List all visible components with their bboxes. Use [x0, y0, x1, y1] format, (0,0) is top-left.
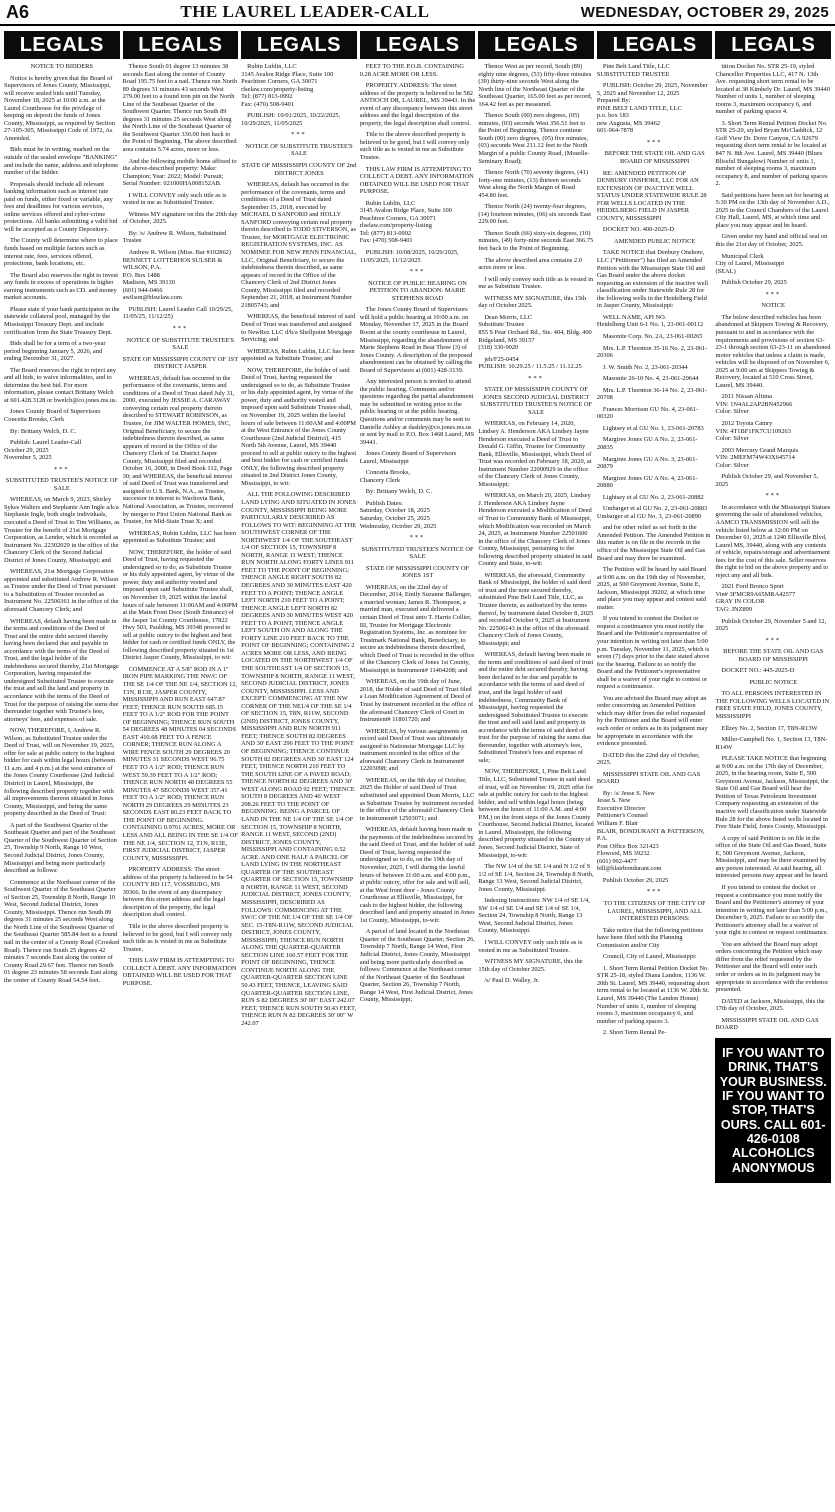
- section-banners: [4, 31, 831, 59]
- notice-column: [478, 63, 594, 1508]
- notice-paragraph: The Board also reserves the right to invest any funds in excess of operations in higher earning instruments such as CD. and money market accounts.: [4, 271, 119, 302]
- notice-paragraph: By: Brittany Welch, D. C.: [365, 488, 433, 496]
- notice-paragraph: A parcel of land located in the Northeast Quarter of the Southeast Quarter, Section 26, Township 7 North, Range 14 West, First Judicial District, Jones County, Mississippi and being more particularly described as follows: Commence at the Northeast corner of the Northeast Quarter of the Southeast Quarter, Section 26, Township 7 North, Range 14 West, First Judicial District, Jones County, Mississippi;: [359, 928, 475, 1004]
- notice-heading: STATE OF MISSISSIPPI COUNTY OF 1ST DISTRICT JASPER: [122, 355, 239, 371]
- notice-paragraph: WHEREAS, on February 14, 2020, Lindsey A. Henderson AKA Lindsey Jayne Henderson executed a Deed of Trust to Donald G. Giffin, Trustee for Community Bank, Ellisville, Mississippi, which Deed of Trust was recorded on February 18, 2020, at Instrument Number 22000929 in the office of the Chancery Clerk of Jones County, Mississippi;: [478, 420, 592, 488]
- notice-paragraph: NOW, THEREFORE, I, Andrew R. Wilson, as Substituted Trustee under the Deed of Trust, will on November 19, 2025, offer for sale at public outcry to the highest bidder for cash within legal hours (between 11 a.m. and 4 p.m.) at the west entrance of the Jones County Courthouse (2nd Judicial District) in Laurel, Mississippi, the following described property together with all improvements thereon situated in Jones County, Mississippi, and being the same property described in the Deed of Trust:: [4, 727, 116, 818]
- notice-paragraph: Thence North (70) seventy degrees, (41) forty-one minutes, (13) thirteen seconds West along the North Margin of Road 454.80 feet.: [478, 169, 588, 199]
- notice-paragraph: Indexing Instructions: NW 1/4 of SE 1/4, SW 1/4 of SE 1/4 and SE 1/4 of SE 1/4, Section 24, Township 8 North, Range 13 West, Second Judicial District, Jones County, Mississippi.: [478, 897, 590, 935]
- notice-paragraph: Proposals should include all relevant banking information such as interest rate paid on funds, either fixed or variable, any fees and deadlines for various services, online services offered and cyber-crime protections. All banks submitting a valid bid will be accepted as a County Depository.: [4, 180, 118, 233]
- notice-heading: STATE OF MISSISSIPPI COUNTY OF JONES 1ST: [365, 564, 470, 580]
- notice-paragraph: By: /s/ Jesse S. New Jesse S. New Executive Director Petitioner's Counsel William F. Blair BLAIR, BONDURANT & PATTERSON, P.A. Post Office Box 321423 Flowood, MS 39232 (601) 992-4477 bill@blairbondurant.com: [596, 789, 705, 873]
- notice-paragraph: and for other relief as set forth in the Amended Petition. The Amended Petition in this matter is on file in the records in the office of the Mississippi State Oil and Gas Board and may there be examined.: [596, 524, 711, 562]
- notice-heading: SUBSTITUTED TRUSTEE'S NOTICE OF SALE: [361, 545, 474, 561]
- notice-paragraph: WHEREAS, 21st Mortgage Corporation appointed and substituted Andrew R. Wilson as Trustee under the Deed of Trust pursuant to a Substitution of Trustee recorded as Instrument No. 22506361 in the office of the aforesaid Chancery Clerk; and: [4, 568, 119, 613]
- notice-paragraph: Publish Dates: Saturday, October 18, 2025 Saturday, October 25, 2025 Wednesday, October 29, 2025: [359, 499, 437, 530]
- legals-banner: LEGALS: [478, 31, 594, 59]
- notice-paragraph: WITNESS MY SIGNATURE, this 15th day of October 2025.: [478, 294, 587, 310]
- notice-paragraph: A copy of said Petition is on file in the office of the State Oil and Gas Board, Suite E, 500 Greymont Avenue, Jackson, Mississippi, and may be there examined by any person interested. At said hearing, all interested persons may appear and be heard.: [715, 834, 829, 880]
- notice-paragraph: ALL THE FOLLOWING DESCRIBED LAND LYING AND SITUATED IN JONES COUNTY, MISSISSIPPI BEING MORE PARTICULARLY DESCRIBED AS FOLLOWS TO WIT: BEGINNING AT THE SOUTHWEST CORNER OF THE NORTHWEST 1/4 OF THE SOUTHEAST 1/4 OF SECTION 15, TOWNSHIP 8 NORTH, RANGE 11 WEST; THENCE RUN NORTH ALONG FORTY LINES 911 FEET TO THE POINT OF BEGINNING; THENCE ANGLE RIGHT SOUTH 82 DEGREES AND 30 MINUTES EAST 420 FEET TO A POINT; THENCE ANGLE LEFT NORTH 210 FEET TO A POINT; THENCE ANGLE LEFT NORTH 82 DEGREES AND 30 MINUTES WEST 420 FEET TO A POINT; THENCE ANGLE LEFT SOUTH ON AND ALONG THE FORTY LINE 210 FEET BACK TO THE POINT OF BEGINNING; CONTAINING 2 ACRES MORE OR LESS, AND BEING LOCATED IN THE NORTHWEST 1/4 OF THE SOUTHEAST 1/4 OF SECTION 15, TOWNSHIP 8 NORTH, RANGE 11 WEST, SECOND JUDICIAL DISTRICT, JONES COUNTY, MISSISSIPPI. LESS AND EXCEPT: COMMENCING AT THE NW CORNER OF THE NE1/4 OF THE SE 1/4 OF SECTION 15, T8N, R11W, SECOND (2ND) DISTRICT, JONES COUNTY, MISSISSIPPI AND RUN NORTH 911 FEET; THENCE SOUTH 82 DEGREES AND 30' EAST 296 FEET TO THE POINT OF BEGINNING; THENCE CONTINUE SOUTH 82 DEGREES AND 30' EAST 124 FEET, THENCE NORTH 210 FEET TO THE SOUTH LINE OF A PAVED ROAD; THENCE NORTH 82 DEGREES AND 30' WEST ALONG ROAD 92 FEET; THENCE SOUTH 8 DEGREES AND 46' WEST 208.26 FEET TO THE POINT OF BEGINNING. BEING A PARCEL OF LAND IN THE NE 1/4 OF THE SE 1/4 OF SECTION 15, TOWNSHIP 8 NORTH, RANGE 11 WEST, SECOND (2ND) DISTRICT, JONES COUNTY, MISSISSIPPI AND CONTAINING 0.52 ACRE. AND ONE HALF A PARCEL OF LAND LYING IN THE NORTHEAST QUARTER OF THE SOUTHEAST QUARTER OF SECTION 15, TOWNSHIP 8 NORTH, RANGE 11 WEST, SECOND JUDICIAL DISTRICT, JONES COUNTY, MISSISSIPPI, DESCRIBED AS FOLLOWS: COMMENCING AT THE SW/C OF THE NE 1/4 OF THE SE 1/4 OF SEC. 15-T8N-R11W, SECOND JUDICIAL DISTRICT, JONES COUNTY, MISSISSIPPI; THENCE RUN NORTH ALONG THE QUARTER-QUARTER SECTION LINE 160.57 FEET FOR THE POINT OF BEGINNING, THENCE CONTINUE NORTH ALONG THE QUARTER-QUARTER SECTION LINE 50.43 FEET, THENCE, LEAVING SAID QUARTER-QUARTER SECTION LINE, RUN S 82 DEGREES 30' 00" EAST 242.07 FEET, THENCE RUN SOUTH 50.43 FEET, THENCE RUN N 82 DEGREES 30' 00" W 242.07: [241, 491, 357, 1027]
- notice-paragraph: 2012 Toyota Camry VIN: 4T1BF1FK7CU109263 Color: Silver: [715, 419, 791, 443]
- notice-paragraph: jeh/F25-0454 PUBLISH: 10.29.25 / 11.5.25 / 11.12.25: [478, 355, 582, 371]
- notice-paragraph: PUBLISH: October 29, 2025, November 5, 2025 and November 12, 2025 Prepared By: PINE BELT LAND TITLE, LLC p.o. box 183 new Augusta, MS 39462 601-964-7878: [596, 82, 708, 135]
- notice-heading: STATE OF MISSISSIPPI COUNTY OF 2nd DISTRICT JONES: [241, 162, 357, 177]
- notice-paragraph: Publish October 29, November 5 and 12, 2025: [715, 617, 827, 633]
- notice-paragraph: WHEREAS, Rubin Lublin, LLC has been appointed as Substitute Trustee; and: [241, 347, 355, 363]
- notice-paragraph: WITNESS MY SIGNATURE, this the 15th day of October 2025.: [478, 958, 583, 973]
- notice-paragraph: The Jones County Board of Supervisors will hold a public hearing at 10:00 a.m. on Monday, November 17, 2025 in the Board Room at the county courthouse in Laurel, Mississippi, regarding the abandonment of Marie Stephens Road in Beat Three (3) of Jones County. A description of the proposed abandonment can be obtained by calling the Board of Supervisors at (601) 428-3139.: [359, 306, 473, 374]
- notice-paragraph: Rubin Lublin, LLC 3145 Avalon Ridge Place, Suite 100 Peachtree Corners, GA 30071 rlselaw.com/property-listing Tel: (877) 813-0992 Fax: (470) 508-9401: [359, 199, 452, 245]
- notice-paragraph: THIS LAW FIRM IS ATTEMPTING TO COLLECT A DEBT. ANY INFORMATION OBTAINED WILL BE USED FOR THAT PURPOSE.: [122, 957, 237, 987]
- notice-column: [715, 63, 831, 1508]
- legals-banner: LEGALS: [360, 31, 476, 59]
- notice-paragraph: TAKE NOTICE that Denbury Onshore, LLC ("Petitioner") has filed an Amended Petition with the Mississippi State Oil and Gas Board under the above docket requesting an extension of the inactive well classification under Statewide Rule 28 for the following wells in the Heidelberg Field in Jasper County, Mississippi:: [596, 249, 708, 310]
- notice-paragraph: WELL NAME, API NO. Heidelberg Unit 6-1 No. 1, 23-061-00112: [596, 313, 704, 329]
- notice-separator: ***: [528, 374, 544, 382]
- notice-paragraph: WHEREAS, the beneficial interest of said Deed of Trust was transferred and assigned to NewRez LLC d/b/a Shellpoint Mortgage Servicing; and: [241, 313, 356, 344]
- notice-paragraph: Thence South 01 degree 13 minutes 38 seconds East along the center of County Road 195.75 feet to a nail. Thence run North 89 degrees 31 minutes 43 seconds West 279.00 feet to a found iron pin on the North Line of the Southeast Quarter of the Southwest Quarter. Thence run South 89 degrees 31 minutes 25 seconds West along the North Line of the Southeast Quarter of the Southwest Quarter 330.00 feet back to the Point of Beginning. The above described area contains 5.74 acres, more or less.: [122, 63, 238, 154]
- notice-paragraph: PUBLISH: 10/08/2025, 10/29/2025, 11/05/2025, 11/12/2025: [359, 249, 459, 264]
- notice-paragraph: Thence South (00) zero degrees, (05) minutes, (03) seconds West 356.51 feet to the Point of Beginning. Thence continue South (00) zero degrees, (05) five minutes, (03) seconds West 211.12 feet to the North Margin of a public County Road, (Moselle-Seminary Road);: [478, 112, 590, 165]
- notice-heading: BEFORE THE STATE OIL AND GAS BOARD OF MISSISSIPPI: [604, 150, 705, 166]
- notice-separator: ***: [291, 131, 307, 139]
- notice-paragraph: FEET TO THE P.O.B. CONTAINING 0.28 ACRE MORE OR LESS.: [359, 63, 464, 78]
- notice-paragraph: If you intend to contest the Docket or request a continuance you must notify the Board and the Petitioner's representative of your intention in writing not later than 5:00 p.m. Tuesday, November 11, 2025, which is seven (7) days prior to the date stated above for the hearing. Failure to so notify the Board and the Petitioner's representative shall be a waiver of your right to contest or request a continuance.: [596, 615, 710, 691]
- notice-paragraph: I WILL CONVEY only such title as is vested in me as Substituted Trustee.: [122, 191, 227, 207]
- notice-paragraph: Frances Morrison GU No. 4, 23-061-00320: [596, 405, 699, 421]
- notice-paragraph: Take notice that the following petitions have been filed with the Planning Commission and/or City: [596, 926, 704, 949]
- notice-paragraph: Concetta Brooks, Chancery Clerk: [359, 469, 411, 484]
- notice-paragraph: Council, City of Laurel, Mississippi:: [602, 953, 697, 961]
- notice-paragraph: TO ALL PERSONS INTERESTED IN THE FOLLOWING WELLS LOCATED IN FREE STATE FIELD, JONES COUNTY, MISSISSIPPI: [715, 690, 830, 721]
- notice-paragraph: MISSISSIPPI STATE OIL AND GAS BOARD: [715, 1016, 819, 1032]
- legals-banner: LEGALS: [241, 31, 357, 59]
- notice-paragraph: Jones County Board of Supervisors Laurel, Mississippi: [359, 450, 457, 465]
- notice-paragraph: THIS LAW FIRM IS ATTEMPTING TO COLLECT A DEBT. ANY INFORMATION OBTAINED WILL BE USED FOR THAT PURPOSE.: [359, 165, 474, 196]
- notice-heading: STATE OF MISSISSIPPI COUNTY OF JONES SECOND JUDICIAL DISTRICT SUBSTITUTED TRUSTEE'S NOTICE OF SALE: [480, 386, 593, 416]
- notice-paragraph: Mrs. L.P. Thornton 35-16 No. 2, 23-061-20306: [596, 344, 708, 360]
- notice-paragraph: Thence West as per record, South (89) eighty nine degrees, (53) fifty-three minutes (39) thirty-nine seconds West along the North line of the Northeast Quarter of the Southeast Quarter, 165.00 feet as per record, 164.42 feet as per measured.: [478, 63, 593, 108]
- masthead: [0, 0, 835, 26]
- legals-banner: LEGALS: [4, 31, 120, 59]
- newspaper-title: THE LAUREL LEADER-CALL: [180, 2, 430, 21]
- notice-paragraph: WHEREAS, default having been made in the terms and conditions of said deed of trust and the entire debt secured thereby, having been declared to be due and payable in accordance with the terms of said deed of trust, and the legal holder of said indebtedness, Community Bank of Mississippi, having requested the undersigned Substituted Trustee to execute the trust and sell said land and property in accordance with the terms of said deed of trust for the purpose of raising the sums due thereunder, together with attorney's fees, Substituted Trustee's fees and expense of sale;: [478, 651, 594, 764]
- notice-separator: ***: [409, 534, 426, 542]
- notice-paragraph: WHEREAS, default having been made in the terms and conditions of the Deed of Trust and the entire debt secured thereby having been declared due and payable in accordance with the terms of the Deed of Trust, and the legal holder of the indebtedness secured thereby, 21st Mortgage Corporation, having requested the undersigned Substituted Trustee to execute the trust and sell the land and property in accordance with the terms of the Deed of Trust for the purpose of raising the sums due thereunder together with Trustee's fees, attorneys' fees, and expenses of sale.: [4, 617, 119, 723]
- notice-paragraph: J. W. Smith No. 2, 23-061-20344: [602, 363, 688, 371]
- notice-separator: ***: [409, 268, 426, 276]
- notice-paragraph: Title to the above described property is believed to be good, but I will convey only such title as is vested in me as Substitute Trustee.: [359, 131, 470, 162]
- notice-paragraph: The County will determine where to place funds based on multiple factors such as interest rate, fees, services offered, protections, bank locations, etc.: [4, 237, 118, 268]
- notice-paragraph: Rubin Lublin, LLC 3145 Avalon Ridge Place, Suite 100 Peachtree Corners, GA 30071 rlselaw.com/property-listing Tel: (877) 813-0992 Fax: (470) 508-9401: [241, 63, 334, 108]
- notice-paragraph: If you intend to contest the docket or request a continuance you must notify the Board and the Petitioner's attorney of your intention in writing not later than 5:00 p.m., December 9, 2025. Failure to so notify the Petitioner's attorney shall be a waiver of your right to contest or request continuance.: [715, 883, 829, 937]
- notice-paragraph: DATED at Jackson, Mississippi, this the 17th day of October, 2025.: [715, 997, 825, 1013]
- notice-paragraph: Thence South (66) sixty-six degrees, (10) minutes, (49) forty-nine seconds East 366.75 feet back to the Point of Beginning.: [478, 229, 594, 253]
- notice-heading: NOTICE OF SUBSTITUTE TRUSTEE'S SALE: [126, 336, 235, 352]
- notice-paragraph: And the following mobile home affixed to the above-described property: Make: Champion; Year: 2022; Model: Pursuit; Serial Number: 021000HA008152AB.: [122, 157, 237, 188]
- notice-paragraph: 2. Short Term Rental Pe-: [602, 1029, 667, 1037]
- notice-heading: NOTICE OF SUBSTITUTE TRUSTEE'S SALE: [245, 142, 353, 158]
- notice-separator: ***: [53, 465, 70, 473]
- notice-paragraph: The Board reserves the right to reject any and all bids, to waive informalities, and to determine the best bid. For more information, please contact Brittany Welch at 601.428.3128 or bwelch@co.jones.ms.us.: [4, 366, 118, 404]
- notice-paragraph: WHEREAS, on March 9, 2023, Shirley Sykes Walters and Stephanie Ann Ingle a/k/a Stephanie Ingle, both single individuals, executed a Deed of Trust to Tim Williams, as Trustee for the benefit of 21st Mortgage Corporation, as Lender, which is recorded as Instrument No. 22302029 in the office of the Chancery Clerk of the Second Judicial District of Jones County, Mississippi; and: [4, 496, 120, 564]
- notice-paragraph: PROPERTY ADDRESS: The street address of the property is believed to be 54 COUNTY RD 117, VOSSBURG, MS 39366. In the event of any discrepancy between this street address and the legal description of the property, the legal description shall control.: [122, 866, 233, 919]
- notice-heading: NOTICE TO BIDDERS: [30, 63, 93, 70]
- notice-separator: ***: [172, 324, 189, 332]
- notice-paragraph: Municipal Clerk City of Laurel, Mississippi (SEAL): [715, 252, 784, 275]
- notice-paragraph: WHEREAS, on the 9th day of October, 2025 the Holder of said Deed of Trust substituted and appointed Dean Morris, LLC as Substitute Trustee by instrument recorded in the office of the aforesaid Chancery Clerk in Instrument# 12503071; and: [359, 776, 475, 822]
- notice-paragraph: 2011 Nissan Altima VIN: 1N4AL2AP2BN452966 Color: Silver: [715, 393, 793, 416]
- notice-paragraph: Please state if your bank participates in the statewide collateral pool, managed by the Mississippi Treasury Dept. and include certification from the State Treasury Dept.: [4, 305, 120, 336]
- notice-paragraph: WHEREAS, default has occurred in the performance of the covenants, terms and conditions of a Deed of Trust dated September 15, 2018, executed by MICHAEL D SANFORD and HOLLY SANFORD conveying certain real property therein described to TODD STIVERSON, as Trustee, for MORTGAGE ELECTRONIC REGISTRATION SYSTEMS, INC. AS NOMINEE FOR NEW PENN FINANCIAL, LLC, Original Beneficiary, to secure the indebtedness therein described, as same appears of record in the Office of the Chancery Clerk of 2nd District Jones County, Mississippi filed and recorded September 21, 2018, at Instrument Number 21805743; and: [241, 181, 357, 309]
- notice-heading: NOTICE OF PUBLIC HEARING ON PETITION TO ABANDON: MARIE STEPHENS ROAD: [368, 279, 467, 302]
- notice-separator: ***: [646, 888, 663, 896]
- notice-column: [123, 63, 239, 1508]
- notice-paragraph: Any interested person is invited to attend the public hearing. Comments and/or questions regarding the partial abandonment may be submitted in writing prior to the public hearing or at the public hearing. Questions and/or comments may be sent to Danielle Ashley at dashley@co.jones.ms.us or sent by mail to P.O. Box 1468 Laurel, MS 39441.: [359, 378, 475, 446]
- notice-paragraph: I will only convey such title as is vested in me as Substitute Trustee.: [478, 275, 594, 291]
- notice-paragraph: PUBLISH: 10/01/2025, 10/22/2025, 10/29/2025, 11/05/2025: [241, 112, 341, 127]
- notice-paragraph: The Petition will be heard by said Board at 9:00 a.m. on the 19th day of November, 2025, at 500 Greymont Avenue, Suite E, Jackson, Mississippi 39202, at which time and place you may appear and contest said matter.: [596, 566, 707, 611]
- notice-heading: BEFORE THE STATE OIL AND GAS BOARD OF MISSISSIPPI: [723, 648, 824, 663]
- notice-paragraph: WHEREAS, on the 22nd day of December, 2014, Emily Suzanne Ballenger, a married woman; James R. Thompson, a married man, executed and delivered a certain Deed of Trust unto T. Harris Collier, III, Trustee for Mortgage Electronic Registration Systems, Inc. as nominee for Trustmark National Bank, Beneficiary, to secure an indebtedness therein described, which Deed of Trust is recorded in the office of the Chancery Clerk of Jones 1st County, Mississippi in Instrument# 11404208; and: [359, 583, 475, 674]
- notice-paragraph: Given under my hand and official seal on this the 21st day of October, 2025.: [715, 233, 828, 249]
- notice-heading: SUBSTITUTED TRUSTEE'S NOTICE OF SALE: [5, 477, 118, 492]
- notice-separator: ***: [765, 636, 782, 644]
- notice-paragraph: 3. Short Term Rental Petition Docket No. STR 25-20, styled Bryan McCladdick, 12 Golf View Dr. Dove Canyon, CA 92679 requesting short term rental to be located at 847 N. 8th Ave. Laurel, MS 39440 (Blues Blissful Bungalow) Number of units 1, number of sleeping rooms 3, maximum occupancy 8, and number of parking spaces 2.: [715, 119, 828, 188]
- notice-paragraph: Margiree Jones GU A No. 4, 23-061-20880: [596, 474, 698, 490]
- notice-paragraph: Witness MY signature on this the 20th day of October, 2025.: [122, 210, 238, 226]
- page-number: A6: [6, 1, 30, 22]
- notice-paragraph: DOCKET NO.: 445-2025-D: [721, 667, 795, 675]
- notice-paragraph: Publish October 29, 2025: [721, 279, 787, 287]
- notice-paragraph: Publish October 29, and November 5, 2025: [715, 473, 819, 488]
- issue-date: WEDNESDAY, OCTOBER 29, 2025: [580, 3, 829, 21]
- notice-paragraph: In accordance with the Mississippi Statues governing the sale of abandoned vehicles, AAMCO TRANSMISSION will sell the vehicle listed below at 12:00 PM on December 01, 2025 at 1240 Ellisville Blvd, Laurel MS, 39440, along with any contents of vehicle, repairs/storage and advertisement fees for the cost of this sale. Seller reserves the right to bid on the above property and to reject any and all bids.: [715, 503, 831, 579]
- notice-paragraph: Lightsey et al GU No. 1, 23-061-20783: [602, 424, 704, 432]
- legals-banner: LEGALS: [597, 31, 713, 59]
- notice-paragraph: Said petitions have been set for hearing at 5:30 PM on the 13th day of November A.D., 2025 in the Council Chambers of the Laurel City Hall, Laurel, MS, at which time and place you may appear and be heard.: [715, 191, 830, 229]
- notice-paragraph: Thence North (24) twenty-four degrees, (14) fourteen minutes, (06) six seconds East 229.00 feet.: [478, 203, 592, 226]
- legals-banner: LEGALS: [715, 31, 831, 59]
- legals-banner: LEGALS: [123, 31, 239, 59]
- notice-paragraph: WHEREAS, the aforesaid, Community Bank of Mississippi, the holder of said deed of trust and the note secured thereby, substituted Pine Belt Land Title, LLC, as Trustee therein, as authorized by the terms thereof, by instrument dated October 8, 2025 and recorded October 9, 2025 at Instrument No. 22506143 in the office of the aforesaid Chancery Clerk of Jones County, Mississippi; and: [478, 571, 594, 647]
- notice-paragraph: Publish: Laurel Leader-Call October 29, 2025 November 5, 2025: [4, 439, 82, 462]
- notice-paragraph: WHEREAS, on the 19th day of June, 2018, the Holder of said Deed of Trust filed a Loan Modification Agreement of Deed of Trust by instrument recorded in the office of the aforesaid Chancery Clerk of Court in Instrument# 11801720; and: [359, 678, 474, 724]
- notice-paragraph: Miller-Campbell No. 1, Section 13, T8N-R14W: [715, 736, 828, 751]
- notice-paragraph: WHEREAS, default having been made in the payments of the indebtedness secured by the said Deed of Trust, and the holder of said Deed of Trust, having requested the undersigned so to do, on the 19th day of November, 2025, I will during the lawful hours of between 11:00 a.m. and 4:00 p.m., at public outcry, offer for sale and will sell, at the West front door - Jones County Courthouse at Ellisville, Mississippi, for cash to the highest bidder, the following described land and property situated in Jones 1st County, Mississippi, to-wit:: [359, 826, 475, 924]
- notice-paragraph: Mrs. L.P. Thornton 36-14 No. 2, 23-061-20708: [596, 386, 708, 402]
- notice-column: [597, 63, 713, 1508]
- notice-paragraph: WHEREAS, default has occurred in the performance of the covenants, terms and conditions of a Deed of Trust dated July 31, 2000, executed by JESSIE A. CARAWAY conveying certain real property therein described to STEWART ROBINSON, as Trustee, for JIM WALTER HOMES, INC, Original Beneficiary, to secure the indebtedness therein described, as same appears of record in the Office of the Chancery Clerk of 1st District Jasper County, Mississippi filed and recorded October 16, 2000, in Deed Book 112, Page 30; and WHEREAS, the beneficial interest of said Deed of Trust was transferred and assigned to U.S. Bank, N.A., as Trustee, successor in interest to Wachovia Bank, National Association, as Trustee, recovered by merger to First Union National Bank as Trustee, for Mid-State Trust X; and: [122, 374, 235, 526]
- notice-paragraph: 1. Short Term Rental Petition Docket No. STR 25-18, styled Diana Landon, 1136 W. 20th St. Laurel, MS 39440, requesting short term rental to be located at 1136 W. 20th St. Laurel, MS 39440 (The Landon House) Number of units 1, number of sleeping rooms 3, maximum occupancy 6, and number of parking spaces 3.: [596, 964, 710, 1025]
- notice-heading: NOTICE: [761, 302, 785, 310]
- notice-paragraph: tition Docket No. STR 25-19, styled Chancellor Properties LLC, 417 N. 13th Ave. requesting short term rental to be located at 38 Kimbely Dr. Laurel, MS 39440 Number of units 1, number of sleeping rooms 3, maximum occupancy 6, and number of parking spaces 4.: [715, 63, 830, 116]
- notice-separator: ***: [765, 492, 782, 500]
- notice-paragraph: Bids must be in writing, marked on the outside of the sealed envelope "BANKING" and include the name, address and telephone number of the bidder.: [4, 146, 119, 177]
- notice-column: [360, 63, 476, 1508]
- notice-paragraph: Commence at the Northeast corner of the Southwest Quarter of the Southeast Quarter of Section 25, Township 8 North, Range 10 West, Second Judicial District, Jones County, Mississippi. Thence run South 89 degrees 31 minutes 25 seconds West along the North Line of the Southwest Quarter of the Southeast Quarter 585.84 feet to a found nail in the center of a County Road (Crooked Road). Thence run South 25 degrees 42 minutes 7 seconds East along the center of County Road 29.67 feet. Thence run South 01 degree 23 minutes 58 seconds East along the center of County Road 54.54 feet.: [4, 878, 120, 984]
- notice-paragraph: WHEREAS, by various assignments on record said Deed of Trust was ultimately assigned to Nationstar Mortgage LLC by instrument recorded in the office of the aforesaid Chancery Clerk in Instrument# 12203098; and: [359, 727, 468, 773]
- legal-notices-columns: [4, 63, 831, 1508]
- notice-paragraph: A part of the Southwest Quarter of the Southeast Quarter and part of the Southeast Quarter of the Southwest Quarter of Section 25, Township 9 North, Range 10 West, Second Judicial District, Jones County, Mississippi and being more particularly described as follows:: [4, 821, 117, 875]
- notice-paragraph: You are advised the Board may adopt an order concerning an Amended Petition which may differ from the relief requested by the Petitioner and the Board will enter such order or orders as in its judgment may be appropriate in accordance with the evidence presented.: [596, 694, 708, 748]
- notice-paragraph: The NW 1/4 of the SE 1/4 and N 1/2 of S 1/2 of SE 1/4, Section 24, Township 8 North, Range 13 West, Second Judicial District, Jones County, Mississippi.: [478, 863, 594, 893]
- notice-paragraph: COMMENCE AT A 5/8" ROD IN A 1" IRON PIPE MARKING THE NW/C OF THE SE 1/4 OF THE NE 1/4, SECTION 12, T1N, R13E, JASPER COUNTY, MISSISSIPPI AND RUN EAST 647.87 FEET; THENCE RUN SOUTH 685.15 FEET TO A 1/2" ROD FOR THE POINT OF BEGINNING; THENCE RUN SOUTH 54 DEGREES 48 MINUTES 04 SECONDS EAST 410.68 FEET TO A FENCE CORNER; THENCE RUN ALONG A WIRE FENCE SOUTH 29 DEGREES 20 MINUTES 31 SECONDS WEST 96.75 FEET TO A 1/2" ROD; THENCE RUN WEST 59.39 FEET TO A 1/2" ROD; THENCE RUN NORTH 48 DEGREES 55 MINUTES 47 SECONDS WEST 357.41 FEET TO A 1/2" ROD; THENCE RUN NORTH 29 DEGREES 29 MINUTES 23 SECONDS EAST 80.23 FEET BACK TO THE POINT OF BEGINNING. CONTAINING 0.9761 ACRES, MORE OR LESS AND ALL BEING IN THE SE 1/4 OF THE NE 1/4, SECTION 12, T1N, R13E, FIRST JUDICIAL DISTRICT, JASPER COUNTY, MISSISSIPPI.: [122, 665, 238, 862]
- notice-paragraph: Jones County Board of Supervisors Concetta Brooks, Clerk: [4, 408, 101, 423]
- notice-separator: ***: [646, 138, 663, 146]
- notice-paragraph: NOW, THEREFORE, the holder of said Deed of Trust, having requested the undersigned so to do, as Substitute Trustee or his duly appointed agent, by virtue of the power, duty and authority vested and imposed upon said Substitute Trustee shall, on November 19, 2025 within the lawful hours of sale between 11:00AM and 4:00PM at the West Entrance of the Jones County Courthouse (2nd Judicial District), 415 North 5th Avenue, Laurel, MS 39440 proceed to sell at public outcry to the highest and best bidder for cash or certified funds ONLY, the following described property situated in 2nd District Jones County, Mississippi, to wit:: [241, 366, 357, 487]
- notice-paragraph: By: Brittany Welch, D. C.: [10, 427, 77, 435]
- notice-paragraph: Margiree Jones GU A No. 3, 23-061-20879: [596, 455, 698, 471]
- notice-paragraph: You are advised the Board may adopt orders concerning the Petition which may differ from the relief requested by the Petitioner and the Board will enter such order or orders as in its judgment may be appropriate in accordance with the evidence presented.: [715, 940, 829, 994]
- notice-paragraph: DATED this the 22nd day of October, 2025.: [596, 751, 700, 767]
- notice-paragraph: Masonite Corp. No. 2A, 23-061-00265: [602, 332, 703, 340]
- notice-paragraph: NOW, THEREFORE, I, Pine Belt Land Title, LLC, Substituted Trustee in said deed of trust, will on November 19, 2025 offer for sale at public outcry for cash to the highest bidder, and sell within legal hours (being between the hours of 11:00 A.M. and 4:00 P.M.) on the front steps of the Jones County Courthouse, Second Judicial District, located in Laurel, Mississippi, the following described property situated in the County of Jones, Second Judicial District, State of Mississippi, to-wit:: [478, 768, 594, 859]
- notice-paragraph: Andrew R. Wilson (Miss. Bar #102862) BENNETT LOTTERHOS SULSER & WILSON, P.A. P.O. Box 1488 Madison, MS 39130 (601) 944-0466 awilson@blswlaw.com: [122, 249, 231, 302]
- notice-paragraph: PUBLISH: Laurel Leader Call 10/29/25, 11/05/25, 11/12/25): [122, 305, 233, 321]
- notice-paragraph: Ellzey No. 2, Section 17, T8N-R13W: [721, 724, 818, 732]
- notice-paragraph: MISSISSIPPI STATE OIL AND GAS BOARD: [596, 770, 701, 786]
- notice-paragraph: Notice is hereby given that the Board of Supervisors of Jones County, Mississippi, will receive sealed bids until Tuesday, November 18, 2025 at 10:00 a.m. at the Laurel Courthouse for the privilege of keeping on deposit the funds of Jones County, Mississippi, as required by Section 27-105-305, Mississippi Code of 1972, As Amended.: [4, 74, 115, 142]
- notice-paragraph: NOW, THEREFORE, the holder of said Deed of Trust, having requested the undersigned so to do, as Substitute Trustee or his duly appointed agent, by virtue of the power, duty and authority vested and imposed upon said Substitute Trustee shall, on November 19, 2025 within the lawful hours of sale between 11:00AM and 4:00PM at the Main Front Door (South Entrance) of the Jasper 1st County Courthouse, 17822 Hwy 503, Paulding, MS 39348 proceed to sell at public outcry to the highest and best bidder for cash or certified funds ONLY, the following described property situated in 1st District Jasper County, Mississippi, to wit:: [122, 548, 238, 662]
- notice-paragraph: Publish October 29, 2025: [602, 876, 669, 884]
- notice-heading: TO THE CITIZENS OF THE CITY OF LAUREL, MISSISSIPPI, AND ALL INTERESTED PERSONS:: [603, 899, 706, 923]
- notice-paragraph: Margiree Jones GU A No. 2, 23-061-20835: [596, 436, 698, 451]
- notice-column: [4, 63, 120, 1508]
- notice-paragraph: Lightsey et al GU No. 2, 23-061-20882: [602, 493, 704, 501]
- notice-paragraph: PLEASE TAKE NOTICE that beginning at 9:00 a.m. on the 17th day of December, 2025, in the hearing room, Suite E, 500 Greymont Avenue, Jackson, Mississippi, the State Oil and Gas Board will hear the Petition of Texas Petroleum Investment Company requesting an extension of the inactive well classification under Statewide Rule 28 for the above listed wells located in Free State Field, Jones County, Mississippi.: [715, 755, 829, 831]
- notice-heading: AMENDED PUBLIC NOTICE: [614, 237, 696, 245]
- notice-paragraph: RE: AMENDED PETITION OF DENBURY ONSHORE, LLC FOR AN EXTENSION OF INACTIVE WELL STATUS UNDER STATEWIDE RULE 28 FOR WELLS LOCATED IN THE HEIDELBERG FIELD IN JASPER COUNTY, MISSISSIPPI: [596, 169, 707, 222]
- notice-paragraph: /s/ Paul D. Walley, Jr.: [484, 977, 540, 985]
- notice-separator: ***: [765, 290, 782, 298]
- notice-paragraph: PROPERTY ADDRESS: The street address of the property is believed to be 582 ANTIOCH DR, LAUREL, MS 39443. In the event of any discrepancy between this street address and the legal description of the property, the legal description shall control.: [359, 82, 476, 127]
- notice-paragraph: By: /s/ Andrew R. Wilson, Substituted Trustee: [122, 229, 227, 245]
- notice-paragraph: Masonite 26-10 No. 4, 23-061-20644: [602, 375, 699, 383]
- notice-paragraph: The below described vehicles has been abandoned at Skippers Towing & Recovery, pursuant to and in accordance with the requirements and provisions of section 63-23-1 through section 63-23-11 on abandoned motor vehicles that unless a claim is made, vehicles will be disposed of on November 6, 2025 at 9:00 am at Skippers Towing & Recovery, located at 510 Cross Street, Laurel, MS 39440.: [715, 313, 831, 389]
- notice-paragraph: Title to the above described property is believed to be good, but I will convey only such title as is vested in me as Substitute Trustee.: [122, 922, 233, 953]
- notice-paragraph: Pine Belt Land Title, LLC SUBSTITUTED TRUSTEE: [596, 63, 670, 78]
- notice-paragraph: WHEREAS, Rubin Lublin, LLC has been appointed as Substitute Trustee; and: [122, 529, 236, 545]
- notice-column: [241, 63, 357, 1508]
- notice-paragraph: Umbarger et al GU No. 2, 23-061-20883 Umbarger et al GU No. 3, 23-061-20890: [596, 505, 708, 520]
- alcoholics-anonymous-ad: IF YOU WANT TO DRINK, THAT'S YOUR BUSINESS. IF YOU WANT TO STOP, THAT'S OURS. CALL 601-426-0108 ALCOHOLICS ANONYMOUS: [715, 1038, 831, 1183]
- notice-paragraph: WHEREAS, on March 20, 2025, Lindsey J. Henderson AKA Lindsey Jayne Henderson executed a Modification of Deed of Trust to Community Bank of Mississippi, which Modification was recorded on March 24, 2025, at Instrument Number 22501600 in the office of the Chancery Clerk of Jones County, Mississippi, pertaining to the following described property situated in said County and State, to-wit:: [478, 492, 593, 568]
- notice-paragraph: Dean Morris, LLC Substitute Trustee 855 S Pear Orchard Rd., Ste. 404, Bldg. 400 Ridgeland, MS 39157 (318) 330-9020: [478, 313, 592, 352]
- notice-heading: PUBLIC NOTICE: [749, 678, 798, 686]
- notice-paragraph: The above described area contains 2.0 acres more or less.: [478, 256, 582, 272]
- notice-paragraph: I WILL CONVEY only such title as is vested in me as Substituted Trustee.: [478, 938, 583, 954]
- notice-paragraph: 2021 Ford Bronco Sport Vin# 3FMCR9A65MRA42577 GRAY IN COLOR TAG: JNZ899: [715, 583, 796, 613]
- notice-paragraph: DOCKET NO. 400-2025-D: [602, 226, 674, 234]
- notice-paragraph: Bids shall be for a term of a two-year period beginning January 5, 2026, and ending December 31, 2027.: [4, 340, 106, 363]
- notice-paragraph: 2003 Mercury Grand Marquis VIN: 2MEFM74W43X645714 Color: Silver: [715, 446, 799, 469]
